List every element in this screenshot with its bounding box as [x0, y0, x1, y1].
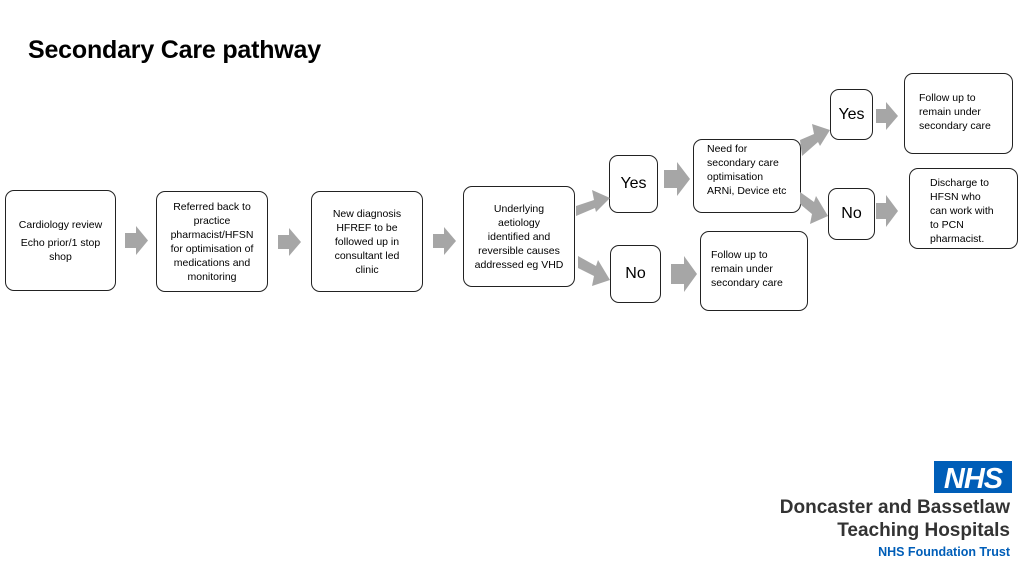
referred-back-label: Referred back to practice pharmacist/HFSN for optimisation of medications and monitoring	[170, 200, 254, 283]
no-box-1	[610, 245, 661, 303]
need-optimisation-box	[693, 139, 801, 213]
arrow-right-icon	[876, 102, 898, 130]
yes-label-1: Yes	[620, 175, 647, 192]
no-label-1: No	[625, 265, 646, 282]
aetiology-box	[463, 186, 575, 287]
referred-back-box	[156, 191, 268, 292]
new-diagnosis-label: New diagnosis HFREF to be followed up in consultant led clinic	[332, 207, 402, 276]
org-name-line1: Doncaster and Bassetlaw	[779, 497, 1010, 518]
arrow-right-icon	[125, 226, 148, 255]
cardiology-review-label: Cardiology review	[18, 218, 103, 231]
arrow-right-icon	[876, 195, 898, 227]
arrow-down-right-icon	[578, 250, 610, 290]
aetiology-label: Underlying aetiology identified and reversible causes addressed eg VHD	[474, 202, 564, 271]
follow-up-label-low: Follow up to remain under secondary care	[711, 249, 783, 289]
arrow-right-icon	[671, 256, 697, 292]
follow-up-box-top	[904, 73, 1013, 154]
nhs-logo-text: NHS	[943, 463, 1003, 493]
discharge-box	[909, 168, 1018, 249]
cardiology-review-box	[5, 190, 116, 291]
follow-up-label-top: Follow up to remain under secondary care	[919, 92, 991, 132]
yes-box-1	[609, 155, 658, 213]
new-diagnosis-box	[311, 191, 423, 292]
no-box-2	[828, 188, 875, 240]
follow-up-box-low	[700, 231, 808, 311]
need-optimisation-label: Need for secondary care optimisation ARNi, Device etc	[707, 143, 787, 197]
discharge-label: Discharge to HFSN who can work with to PCN pharmacist.	[930, 177, 994, 245]
page-title: Secondary Care pathway	[28, 36, 321, 64]
yes-label-2: Yes	[838, 105, 865, 123]
org-name-line2: Teaching Hospitals	[837, 520, 1010, 541]
yes-box-2	[830, 89, 873, 140]
org-name-line3: NHS Foundation Trust	[878, 545, 1010, 559]
arrow-up-right-icon	[800, 118, 830, 156]
echo-label: Echo prior/1 stop shop	[20, 236, 101, 263]
arrow-right-icon	[433, 227, 456, 255]
arrow-down-right-icon	[800, 186, 828, 228]
no-label-2: No	[841, 205, 862, 222]
nhs-logo	[934, 461, 1012, 493]
arrow-right-icon	[278, 228, 301, 256]
arrow-up-right-icon	[576, 182, 610, 222]
arrow-right-icon	[664, 162, 690, 196]
